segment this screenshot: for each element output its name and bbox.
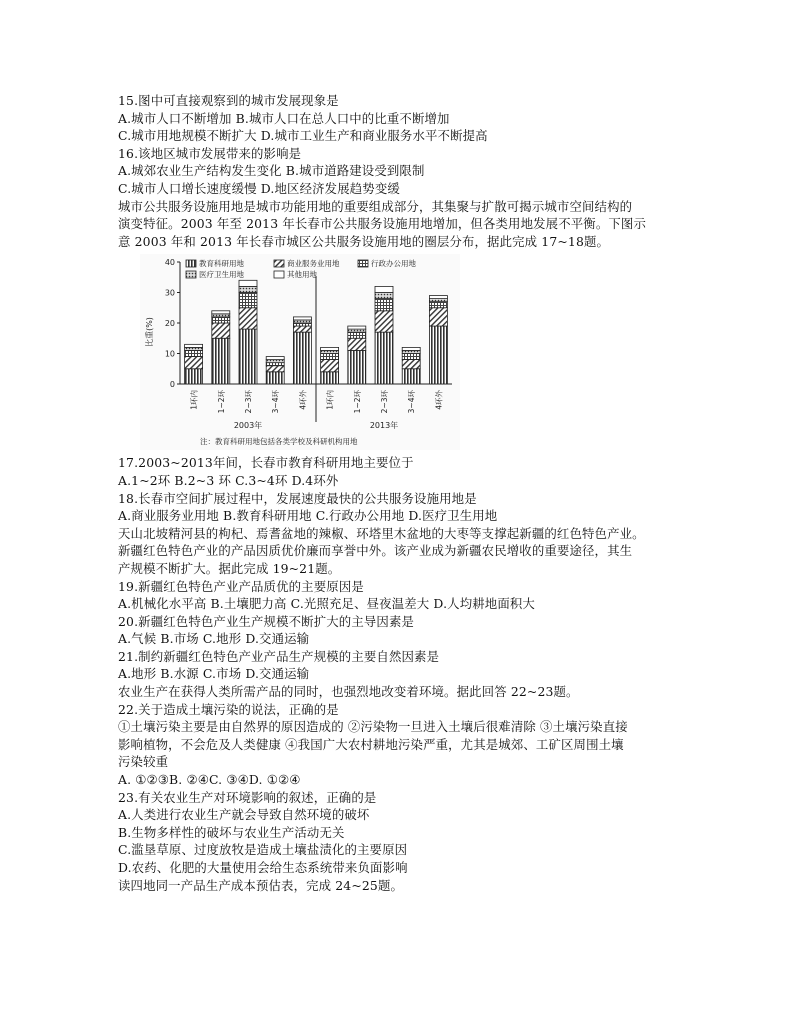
bar-segment (321, 348, 339, 351)
bar-segment (185, 348, 203, 351)
legend-swatch (274, 260, 284, 267)
bar-segment (429, 296, 447, 299)
legend-label: 其他用地 (287, 270, 317, 280)
legend-swatch (358, 260, 368, 267)
text-line: A. ①②③B. ②④C. ③④D. ①②④ (118, 772, 301, 788)
text-line: ①土壤污染主要是由自然界的原因造成的 ②污染物一旦进入土壤后很难清除 ③土壤污染直接 (118, 719, 628, 735)
text-line: 读四地同一产品生产成本预估表，完成 24~25题。 (118, 877, 404, 893)
text-before-chart (118, 92, 688, 250)
bar-segment (239, 308, 257, 329)
y-tick-label: 0 (169, 380, 175, 390)
bar-segment (375, 287, 393, 293)
x-tick-label: 3~4环 (271, 390, 281, 414)
text-line: 污染较重 (118, 754, 169, 770)
bar-segment (402, 360, 420, 369)
text-line: A.机械化水平高 B.土壤肥力高 C.光照充足、昼夜温差大 D.人均耕地面积大 (118, 596, 535, 612)
bar-segment (266, 366, 284, 372)
bar-segment (375, 293, 393, 299)
text-line: 16.该地区城市发展带来的影响是 (118, 145, 302, 161)
x-tick-label: 3~4环 (407, 390, 417, 414)
bar-segment (429, 308, 447, 326)
bar-segment (212, 314, 230, 317)
bar-segment (212, 323, 230, 338)
text-line: A.地形 B.水源 C.市场 D.交通运输 (118, 666, 310, 682)
bar-segment (185, 357, 203, 369)
bar-segment (402, 351, 420, 354)
y-tick-label: 40 (164, 258, 175, 268)
text-line: 产规模不断扩大。据此完成 19~21题。 (118, 560, 341, 576)
text-line: A.城郊农业生产结构发生变化 B.城市道路建设受到限制 (118, 163, 425, 179)
bar-segment (429, 326, 447, 384)
text-line: D.农药、化肥的大量使用会给生态系统带来负面影响 (118, 860, 408, 875)
bar-segment (348, 332, 366, 338)
y-axis-label: 比重(%) (145, 317, 154, 348)
x-tick-label: 2~3环 (244, 390, 253, 414)
x-tick-label: 4环外 (298, 390, 308, 411)
bar-segment (321, 351, 339, 354)
text-line: C.滥垦草原、过度放牧是造成土壤盐渍化的主要原因 (118, 842, 408, 858)
bar-segment (266, 363, 284, 366)
bar-segment (185, 345, 203, 348)
text-line: A.1~2环 B.2~3 环 C.3~4环 D.4环外 (118, 472, 339, 488)
bar-segment (293, 326, 311, 332)
text-line: 22.关于造成土壤污染的说法，正确的是 (118, 701, 339, 717)
bar-segment (293, 317, 311, 320)
text-line: C.城市人口增长速度缓慢 D.地区经济发展趋势变缓 (118, 180, 400, 196)
legend-swatch (186, 260, 196, 267)
x-tick-label: 1~2环 (352, 390, 362, 414)
text-line: 21.制约新疆红色特色产业产品生产规模的主要自然因素是 (118, 648, 440, 664)
text-line: 15.图中可直接观察到的城市发展现象是 (118, 93, 339, 108)
x-tick-label: 4环外 (434, 390, 444, 411)
bar-segment (212, 317, 230, 323)
bar-segment (375, 311, 393, 332)
bar-segment (402, 354, 420, 360)
text-line: A.城市人口不断增加 B.城市人口在总人口中的比重不断增加 (118, 110, 450, 126)
land-use-chart (140, 254, 460, 450)
group-label: 2013年 (369, 421, 399, 431)
text-line: C.城市用地规模不断扩大 D.城市工业生产和商业服务水平不断提高 (118, 128, 488, 144)
bar-segment (212, 339, 230, 385)
legend-swatch (274, 271, 284, 278)
legend-label: 商业服务业用地 (287, 259, 340, 269)
bar-segment (375, 332, 393, 384)
bar-segment (239, 287, 257, 293)
text-line: 18.长春市空间扩展过程中，发展速度最快的公共服务设施用地是 (118, 490, 477, 506)
text-line: 意 2003 年和 2013 年长春市城区公共服务设施用地的圈层分布，据此完成 17~18题。 (118, 233, 610, 249)
bar-segment (185, 351, 203, 357)
text-line: A.商业服务业用地 B.教育科研用地 C.行政办公用地 D.医疗卫生用地 (118, 508, 498, 524)
bar-segment (185, 369, 203, 384)
text-line: 农业生产在获得人类所需产品的同时，也强烈地改变着环境。据此回答 22~23题。 (118, 684, 579, 700)
text-line: 新疆红色特色产业的产品因质优价廉而享誉中外。该产业成为新疆农民增收的重要途径，其生 (118, 543, 633, 559)
x-tick-label: 1~2环 (216, 390, 226, 414)
bar-segment (239, 329, 257, 384)
text-line: 20.新疆红色特色产业生产规模不断扩大的主导因素是 (118, 613, 415, 629)
bar-segment (266, 360, 284, 363)
x-tick-label: 2~3环 (380, 390, 389, 414)
bar-segment (293, 332, 311, 384)
bar-segment (402, 369, 420, 384)
bar-segment (348, 329, 366, 332)
chart-note: 注：教育科研用地包括各类学校及科研机构用地 (200, 437, 358, 447)
exam-page (118, 92, 688, 894)
bar-segment (348, 351, 366, 385)
legend-label: 行政办公用地 (371, 259, 416, 269)
bar-segment (429, 299, 447, 302)
x-tick-label: 1环内 (189, 390, 199, 411)
text-line: A.人类进行农业生产就会导致自然环境的破坏 (118, 807, 370, 823)
bar-segment (375, 299, 393, 311)
bar-segment (402, 348, 420, 351)
bar-segment (212, 311, 230, 314)
text-after-chart (118, 454, 688, 894)
legend-label: 教育科研用地 (199, 259, 244, 269)
bar-segment (266, 357, 284, 360)
bar-segment (321, 360, 339, 372)
text-line: B.生物多样性的破坏与农业生产活动无关 (118, 824, 345, 840)
text-line: 19.新疆红色特色产业产品质优的主要原因是 (118, 578, 364, 594)
bar-segment (429, 302, 447, 308)
text-line: 演变特征。2003 年至 2013 年长春市公共服务设施用地增加，但各类用地发展不平衡。下图示 (118, 216, 646, 232)
y-tick-label: 20 (164, 319, 175, 329)
x-tick-label: 1环内 (325, 390, 335, 411)
bar-segment (348, 339, 366, 351)
y-tick-label: 30 (164, 288, 175, 298)
bar-segment (321, 354, 339, 360)
bar-segment (266, 372, 284, 384)
bar-segment (293, 320, 311, 323)
legend-swatch (186, 271, 196, 278)
bar-segment (239, 281, 257, 287)
text-line: 影响植物，不会危及人类健康 ④我国广大农村耕地污染严重，尤其是城郊、工矿区周围土壤 (118, 736, 624, 752)
bar-segment (348, 326, 366, 329)
chart-svg (140, 254, 460, 450)
legend-label: 医疗卫生用地 (199, 270, 244, 280)
y-tick-label: 10 (164, 349, 175, 359)
text-line: A.气候 B.市场 C.地形 D.交通运输 (118, 631, 310, 647)
text-line: 17.2003~2013年间，长春市教育科研用地主要位于 (118, 455, 414, 471)
group-label: 2003年 (233, 421, 263, 431)
bar-segment (321, 372, 339, 384)
text-line: 23.有关农业生产对环境影响的叙述，正确的是 (118, 789, 377, 805)
bar-segment (239, 293, 257, 308)
bar-segment (293, 323, 311, 326)
text-line: 天山北坡精河县的枸杞、焉耆盆地的辣椒、环塔里木盆地的大枣等支撑起新疆的红色特色产业。 (118, 525, 645, 541)
text-line: 城市公共服务设施用地是城市功能用地的重要组成部分，其集聚与扩散可揭示城市空间结构的 (118, 198, 633, 214)
